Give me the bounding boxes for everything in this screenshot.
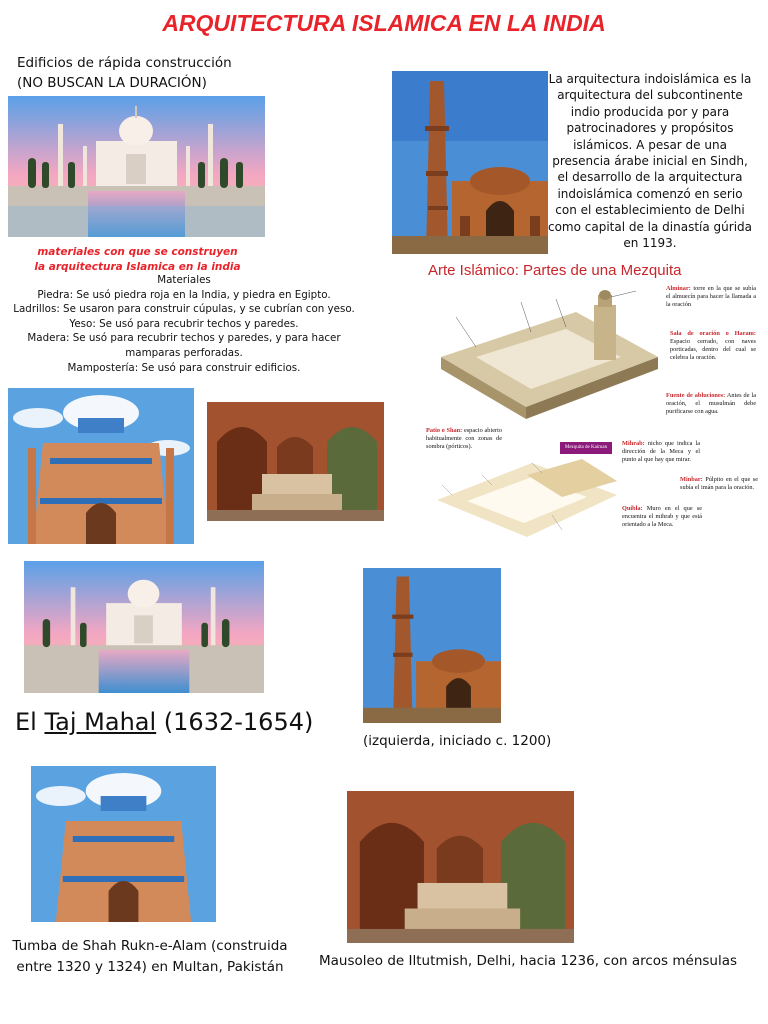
taj-mahal-photo-2 xyxy=(24,561,264,693)
callout-alminar-label: Alminar: xyxy=(666,285,691,292)
callout-minbar xyxy=(680,476,758,492)
callout-patio-text: espacio abierto habitualmente con zonas de sombra (pórticos). xyxy=(426,427,502,450)
shah-rukn-caption-line-2: entre 1320 y 1324) en Multan, Pakistán xyxy=(16,959,284,975)
taj-label-prefix: El xyxy=(15,708,45,736)
page-title: ARQUITECTURA ISLAMICA EN LA INDIA xyxy=(162,10,606,36)
callout-haram-text: Espacio cerrado, con naves porticadas, dentro del cual se celebra la oración. xyxy=(670,338,756,361)
materials-list xyxy=(0,273,368,375)
material-item: Madera: Se usó para recubrir techos y paredes, y para hacer mamparas perforadas. xyxy=(27,332,341,359)
shah-rukn-photo-2 xyxy=(31,766,216,922)
callout-patio-label: Patio o Shan: xyxy=(426,427,463,434)
callout-fuente xyxy=(666,392,756,416)
taj-mahal-label xyxy=(15,708,313,736)
materials-heading-line-2: la arquitectura Islamica en la india xyxy=(34,261,241,273)
callout-haram xyxy=(670,330,756,362)
taj-mahal-link[interactable]: Taj Mahal xyxy=(44,708,157,736)
callout-minbar-text: Púlpito en el que se subía el imán para la oración. xyxy=(680,476,758,491)
qutb-minar-photo-2 xyxy=(363,568,501,723)
qutb-minar-photo xyxy=(392,71,548,254)
callout-alminar xyxy=(666,285,756,309)
iltutmish-caption: Mausoleo de Iltutmish, Delhi, hacia 1236, con arcos ménsulas xyxy=(318,953,738,969)
callout-patio xyxy=(426,427,502,451)
material-item: Ladrillos: Se usaron para construir cúpulas, y se cubrían con yeso. xyxy=(13,303,355,316)
mosque-heading: Arte Islámico: Partes de una Mezquita xyxy=(428,262,682,279)
callout-haram-label: Sala de oración o Haram: xyxy=(670,330,756,337)
shah-rukn-caption xyxy=(0,936,300,978)
material-item: Yeso: Se usó para recubrir techos y paredes. xyxy=(69,317,299,330)
mosque-plan-illustration xyxy=(432,455,620,543)
callout-fuente-text: Antes de la oración, el musulmán debe purificarse con agua. xyxy=(666,392,757,415)
shah-rukn-photo xyxy=(8,388,194,544)
callout-qibla-label: Quibla: xyxy=(622,505,643,512)
iltutmish-photo-2 xyxy=(347,791,574,943)
callout-alminar-text: torre en la que se subía el almuecín para hacer la llamada a la oración xyxy=(666,285,757,308)
mosque-illustration xyxy=(436,287,664,427)
materials-heading-line-1: materiales con que se construyen xyxy=(37,246,238,258)
callout-mihrab-text: nicho que indica la dirección de la Meca y el punto al que hay que mirar. xyxy=(622,440,700,463)
material-item: Piedra: Se usó piedra roja en la India, y piedra en Egipto. xyxy=(37,288,331,301)
taj-mahal-photo xyxy=(8,96,265,237)
iltutmish-photo xyxy=(207,402,384,521)
taj-label-dates: (1632-1654) xyxy=(156,708,314,736)
callout-qibla xyxy=(622,505,702,529)
intro-text xyxy=(17,53,232,93)
callout-minbar-label: Minbar: xyxy=(680,476,703,483)
intro-line-1: Edificios de rápida construcción xyxy=(17,55,232,71)
callout-qibla-text: Muro en el que se encuentra el mihrab y que está orientado a la Meca. xyxy=(622,505,702,528)
description-text: La arquitectura indoislámica es la arquitectura del subcontinente indio producida por y para patrocinadores y propósitos islámicos. A pesar de una presencia árabe inicial en Sindh, el desarrollo de la arquitectura indoislámica comenzó en serio con el establecimiento de Delhi como capital de la dinastía gúrida en 1193. xyxy=(547,72,753,251)
shah-rukn-caption-line-1: Tumba de Shah Rukn-e-Alam (construida xyxy=(12,938,288,954)
plan-tag: Mezquita de Kairuan xyxy=(560,442,612,454)
qutb-caption: (izquierda, iniciado c. 1200) xyxy=(363,733,552,749)
callout-fuente-label: Fuente de abluciones: xyxy=(666,392,726,399)
materials-label: Materiales xyxy=(157,274,211,286)
materials-heading xyxy=(10,245,265,275)
callout-mihrab xyxy=(622,440,700,464)
material-item: Mampostería: Se usó para construir edificios. xyxy=(67,361,301,374)
intro-line-2: (NO BUSCAN LA DURACIÓN) xyxy=(17,75,207,91)
callout-mihrab-label: Mihrab: xyxy=(622,440,645,447)
